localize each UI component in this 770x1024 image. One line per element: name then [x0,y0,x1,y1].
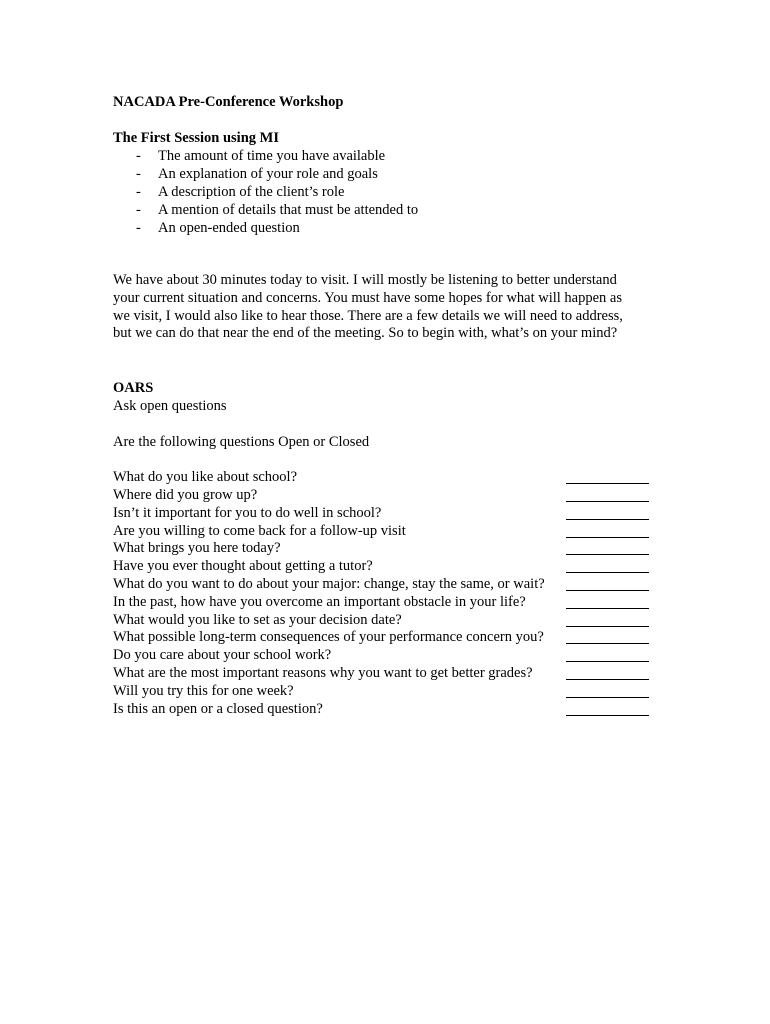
answer-blank[interactable] [566,523,649,538]
oars-instruction: Are the following questions Open or Closed [113,434,370,451]
answer-blank[interactable] [566,469,649,484]
list-item [113,183,653,201]
question-row [113,629,653,647]
question-list [113,469,653,718]
answer-blank[interactable] [566,505,649,520]
answer-blank[interactable] [566,665,649,680]
paragraph-line: your current situation and concerns. You must have some hopes for what will happen as [113,289,623,306]
question-row [113,683,653,701]
list-item-text: The amount of time you have available [158,148,386,164]
answer-blank[interactable] [566,683,649,698]
answer-blank[interactable] [566,612,649,627]
question-text: Where did you grow up? [113,486,258,503]
question-text: What possible long-term consequences of your performance concern you? [113,629,544,646]
question-text: In the past, how have you overcome an important obstacle in your life? [113,593,526,610]
list-item-text: A mention of details that must be attended to [158,202,419,218]
question-text: Have you ever thought about getting a tutor? [113,558,373,575]
bullet-dash: - [136,166,141,182]
answer-blank[interactable] [566,647,649,662]
question-text: Isn’t it important for you to do well in school? [113,504,382,521]
oars-heading: OARS [113,380,154,397]
list-item [113,201,653,219]
first-session-heading: The First Session using MI [113,130,279,146]
question-text: Do you care about your school work? [113,647,332,664]
answer-blank[interactable] [566,629,649,644]
answer-blank[interactable] [566,701,649,716]
document-title: NACADA Pre-Conference Workshop [113,94,344,110]
question-text: Are you willing to come back for a follow-up visit [113,522,406,539]
script-paragraph [113,272,653,343]
question-text: What would you like to set as your decision date? [113,611,402,628]
question-text: What are the most important reasons why you want to get better grades? [113,664,533,681]
bullet-dash: - [136,148,141,164]
list-item [113,165,653,183]
question-row [113,540,653,558]
question-row [113,665,653,683]
list-item [113,219,653,237]
oars-subheading: Ask open questions [113,398,227,415]
spacer [113,415,653,433]
first-session-list [113,147,653,237]
question-text: Will you try this for one week? [113,682,294,699]
bullet-dash: - [136,184,141,200]
question-row [113,487,653,505]
paragraph-line: but we can do that near the end of the meeting. So to begin with, what’s on your mind? [113,325,618,342]
question-row [113,523,653,541]
question-row [113,469,653,487]
bullet-dash: - [136,220,141,236]
question-row [113,647,653,665]
question-row [113,576,653,594]
spacer [113,237,653,272]
list-item [113,147,653,165]
answer-blank[interactable] [566,558,649,573]
question-row [113,594,653,612]
list-item-text: An explanation of your role and goals [158,166,378,182]
bullet-dash: - [136,202,141,218]
question-row [113,612,653,630]
question-row [113,701,653,719]
list-item-text: A description of the client’s role [158,184,345,200]
list-item-text: An open-ended question [158,220,300,236]
answer-blank[interactable] [566,487,649,502]
question-text: What do you like about school? [113,469,298,486]
document-page [113,93,653,718]
question-text: What brings you here today? [113,540,281,557]
question-row [113,558,653,576]
question-text: What do you want to do about your major: change, stay the same, or wait? [113,575,545,592]
answer-blank[interactable] [566,540,649,555]
question-text: Is this an open or a closed question? [113,700,323,717]
spacer [113,451,653,469]
paragraph-line: we visit, I would also like to hear those. There are a few details we will need to address, [113,307,623,324]
answer-blank[interactable] [566,594,649,609]
paragraph-line: We have about 30 minutes today to visit. I will mostly be listening to better understand [113,272,617,288]
spacer [113,343,653,379]
spacer [113,111,653,129]
question-row [113,505,653,523]
answer-blank[interactable] [566,576,649,591]
